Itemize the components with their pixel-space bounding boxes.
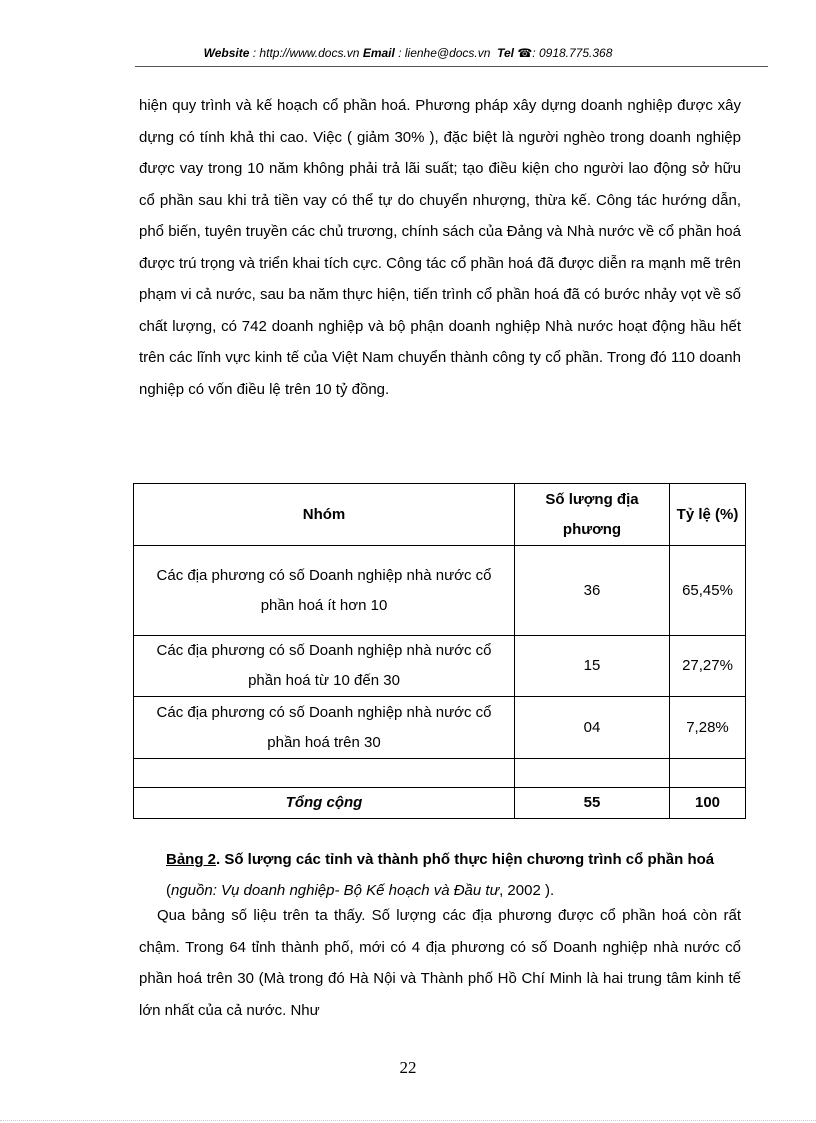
- paragraph-2-lead: Qua bảng số liệu trên ta thấy.: [157, 907, 366, 924]
- header-divider: [135, 66, 768, 67]
- row-group: Các địa phương có số Doanh nghiệp nhà nước cổ phần hoá ít hơn 10: [134, 546, 515, 636]
- row-group: Các địa phương có số Doanh nghiệp nhà nước cổ phần hoá trên 30: [134, 697, 515, 759]
- row-count: 15: [515, 636, 670, 697]
- empty-row: [134, 759, 746, 788]
- statistics-table: [133, 483, 746, 819]
- body-paragraph-1: hiện quy trình và kế hoạch cổ phần hoá. Phương pháp xây dựng doanh nghiệp được xây dựng có tính khả thi cao. Việc ( giảm 30% ), đặc biệt là người nghèo trong doanh nghiệp được vay trong 10 năm không phải trả lãi suất; tạo điều kiện cho người lao động sở hữu cổ phần sau khi trả tiền vay có thể tự do chuyển nhượng, thừa kế. Công tác hướng dẫn, phổ biến, tuyên truyền các chủ trương, chính sách của Đảng và Nhà nước về cổ phần hoá được trú trọng và triển khai tích cực. Công tác cổ phần hoá đã được diễn ra mạnh mẽ trên phạm vi cả nước, sau ba năm thực hiện, tiến trình cổ phần hoá đã có bước nhảy vọt về số chất lượng, có 742 doanh nghiệp và bộ phận doanh nghiệp Nhà nước hoạt động hầu hết trên các lĩnh vực kinh tế của Việt Nam chuyển thành công ty cổ phần. Trong đó 110 doanh nghiệp có vốn điều lệ trên 10 tỷ đồng.: [139, 97, 741, 398]
- email-label: Email: [362, 46, 395, 60]
- row-ratio: 65,45%: [670, 546, 746, 636]
- page-number: 22: [399, 1058, 417, 1077]
- header-group: Nhóm: [134, 484, 515, 546]
- website-value: : http://www.docs.vn: [252, 46, 360, 60]
- row-count: 36: [515, 546, 670, 636]
- table-row: [134, 636, 746, 697]
- total-count: 55: [515, 788, 670, 819]
- page-bottom-divider: [0, 1120, 816, 1121]
- body-paragraph-2: [139, 900, 741, 1026]
- row-count: 04: [515, 697, 670, 759]
- total-label: Tổng cộng: [134, 788, 515, 819]
- caption-source: nguồn: Vụ doanh nghiệp- Bộ Kế hoạch và Đầu tư: [171, 882, 500, 899]
- tel-value: : 0918.775.368: [532, 46, 613, 60]
- table-caption: [166, 844, 746, 906]
- email-value: : lienhe@docs.vn: [398, 46, 491, 60]
- row-ratio: 7,28%: [670, 697, 746, 759]
- header-ratio: Tỷ lệ (%): [670, 484, 746, 546]
- caption-title: . Số lượng các tỉnh và thành phố thực hiện chương trình cổ phần hoá: [216, 851, 715, 868]
- row-group: Các địa phương có số Doanh nghiệp nhà nước cổ phần hoá từ 10 đến 30: [134, 636, 515, 697]
- caption-source-close: , 2002 ).: [499, 882, 555, 899]
- table-row: [134, 697, 746, 759]
- phone-icon: ☎: [517, 46, 533, 60]
- total-ratio: 100: [670, 788, 746, 819]
- caption-number: Bảng 2: [166, 851, 217, 868]
- table-row: [134, 546, 746, 636]
- caption-source-open: (: [166, 882, 171, 899]
- page-header: [0, 46, 816, 60]
- paragraph-2-text: Số lượng các địa phương được cổ phần hoá còn rất chậm. Trong 64 tỉnh thành phố, mới có 4 địa phương có số Doanh nghiệp nhà nước cổ phần hoá trên 30 (Mà trong đó Hà Nội và Thành phố Hồ Chí Minh là hai trung tâm kinh tế lớn nhất của cả nước. Như: [139, 907, 742, 1019]
- tel-label: Tel: [497, 46, 514, 60]
- table-header-row: [134, 484, 746, 546]
- website-label: Website: [203, 46, 250, 60]
- row-ratio: 27,27%: [670, 636, 746, 697]
- header-count: Số lượng địa phương: [515, 484, 670, 546]
- total-row: [134, 788, 746, 819]
